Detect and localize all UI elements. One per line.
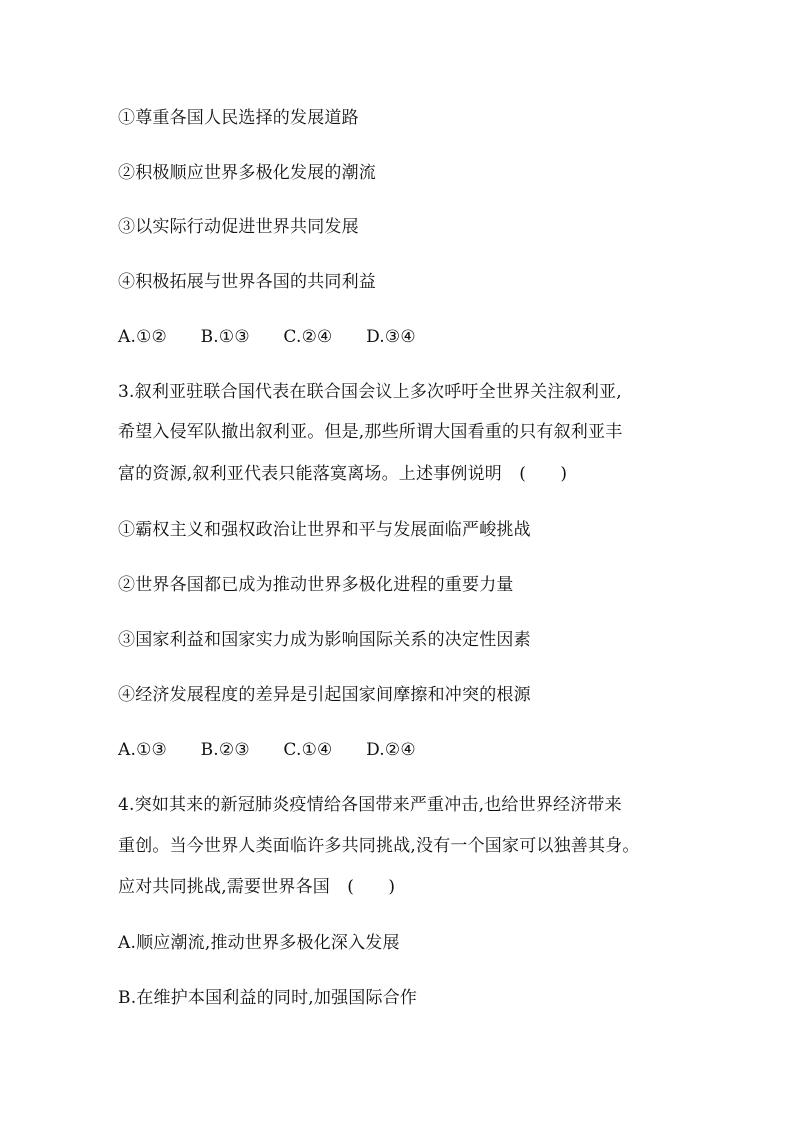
q3-option-b: B.②③ — [200, 740, 250, 760]
q4-choice-a: A.顺应潮流,推动世界多极化深入发展 — [118, 933, 400, 953]
q2-option-a: A.①② — [118, 327, 167, 347]
q3-item-1: ①霸权主义和强权政治让世界和平与发展面临严峻挑战 — [118, 520, 531, 540]
q4-choice-b: B.在维护本国利益的同时,加强国际合作 — [118, 988, 418, 1008]
q3-stem-line-3: 富的资源,叙利亚代表只能落寞离场。上述事例说明 ( ) — [118, 464, 568, 484]
q3-options — [118, 738, 416, 762]
q4-stem-line-1: 4.突如其来的新冠肺炎疫情给各国带来严重冲击,也给世界经济带来 — [118, 795, 622, 815]
q3-option-c: C.①④ — [283, 740, 333, 760]
q2-item-4: ④积极拓展与世界各国的共同利益 — [118, 272, 376, 292]
q3-item-3: ③国家利益和国家实力成为影响国际关系的决定性因素 — [118, 630, 531, 650]
q3-option-a: A.①③ — [118, 740, 167, 760]
q2-options — [118, 325, 416, 349]
q3-option-d: D.②④ — [366, 740, 416, 760]
q3-item-2: ②世界各国都已成为推动世界多极化进程的重要力量 — [118, 575, 514, 595]
q4-stem-line-2: 重创。当今世界人类面临许多共同挑战,没有一个国家可以独善其身。 — [118, 836, 640, 856]
q3-stem-line-2: 希望入侵军队撤出叙利亚。但是,那些所谓大国看重的只有叙利亚丰 — [118, 422, 623, 442]
q2-item-3: ③以实际行动促进世界共同发展 — [118, 217, 359, 237]
q4-stem-line-3: 应对共同挑战,需要世界各国 ( ) — [118, 877, 396, 897]
q3-item-4: ④经济发展程度的差异是引起国家间摩擦和冲突的根源 — [118, 685, 531, 705]
q2-item-2: ②积极顺应世界多极化发展的潮流 — [118, 163, 376, 183]
q2-option-b: B.①③ — [200, 327, 250, 347]
q3-stem-line-1: 3.叙利亚驻联合国代表在联合国会议上多次呼吁全世界关注叙利亚, — [118, 382, 622, 402]
q2-item-1: ①尊重各国人民选择的发展道路 — [118, 108, 359, 128]
q2-option-d: D.③④ — [366, 327, 416, 347]
q2-option-c: C.②④ — [283, 327, 333, 347]
